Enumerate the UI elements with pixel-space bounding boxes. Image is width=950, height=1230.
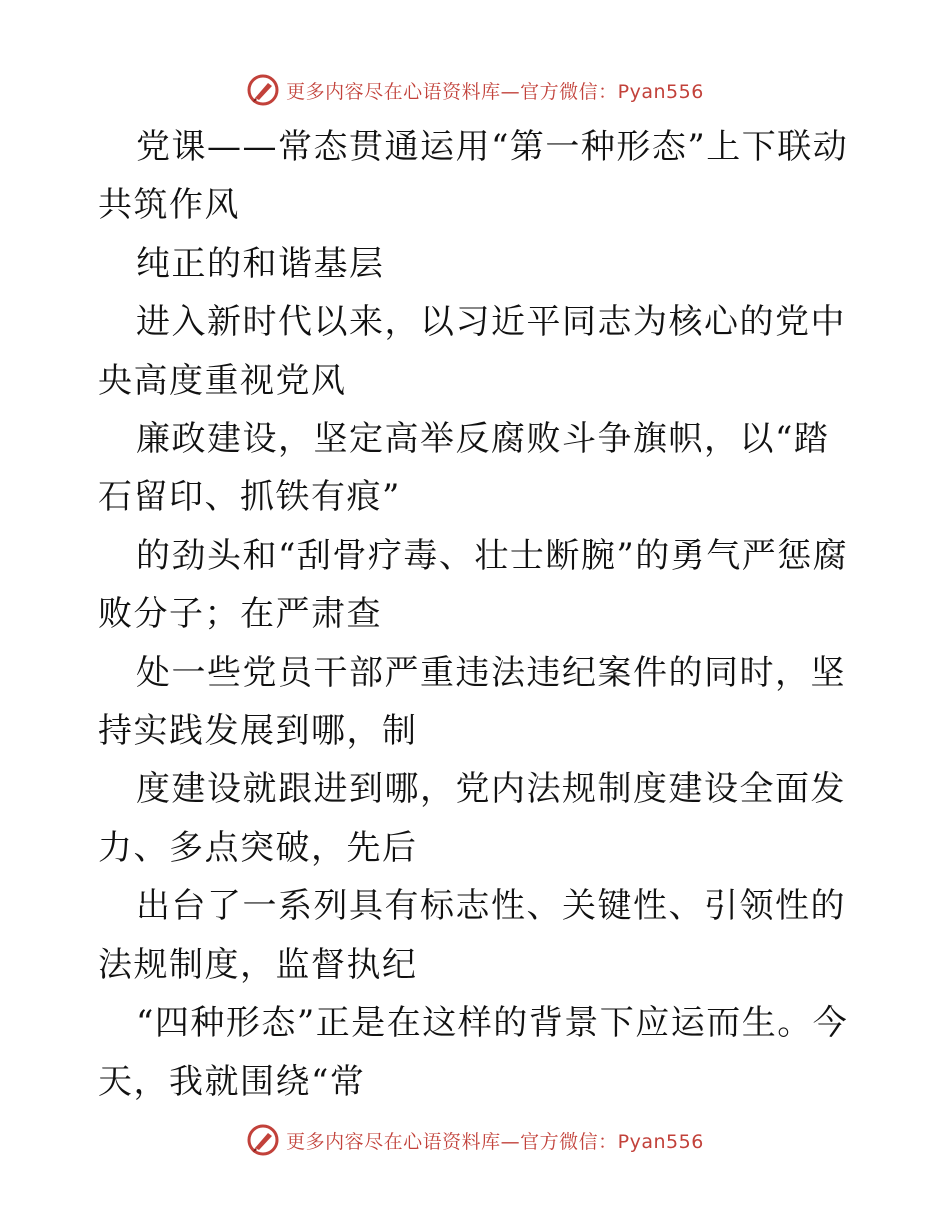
- footer-watermark: [0, 1120, 950, 1160]
- pen-logo-icon: [246, 1123, 280, 1157]
- paragraph: 度建设就跟进到哪，党内法规制度建设全面发力、多点突破，先后: [98, 769, 846, 868]
- paragraph: “四种形态”正是在这样的背景下应运而生。今天，我就围绕“常: [98, 1003, 849, 1102]
- paragraph: 的劲头和“刮骨疗毒、壮士断腕”的勇气严惩腐败分子；在严肃查: [98, 535, 849, 635]
- paragraph: 处一些党员干部严重违法违纪案件的同时，坚持实践发展到哪，制: [98, 652, 846, 752]
- paragraph: 出台了一系列具有标志性、关键性、引领性的法规制度，监督执纪: [98, 886, 846, 985]
- document-body: [98, 118, 858, 1111]
- paragraph: 进入新时代以来，以习近平同志为核心的党中央高度重视党风: [98, 302, 846, 401]
- footer-watermark-text: 更多内容尽在心语资料库—官方微信：Pyan556: [286, 1130, 704, 1153]
- paragraph: 纯正的和谐基层: [136, 243, 385, 284]
- pen-logo-icon: [246, 73, 280, 107]
- header-watermark: [0, 70, 950, 110]
- paragraph: 党课——常态贯通运用“第一种形态”上下联动共筑作风: [98, 127, 849, 226]
- header-watermark-text: 更多内容尽在心语资料库—官方微信：Pyan556: [286, 80, 704, 103]
- paragraph: 廉政建设，坚定高举反腐败斗争旗帜，以“踏石留印、抓铁有痕”: [98, 419, 830, 518]
